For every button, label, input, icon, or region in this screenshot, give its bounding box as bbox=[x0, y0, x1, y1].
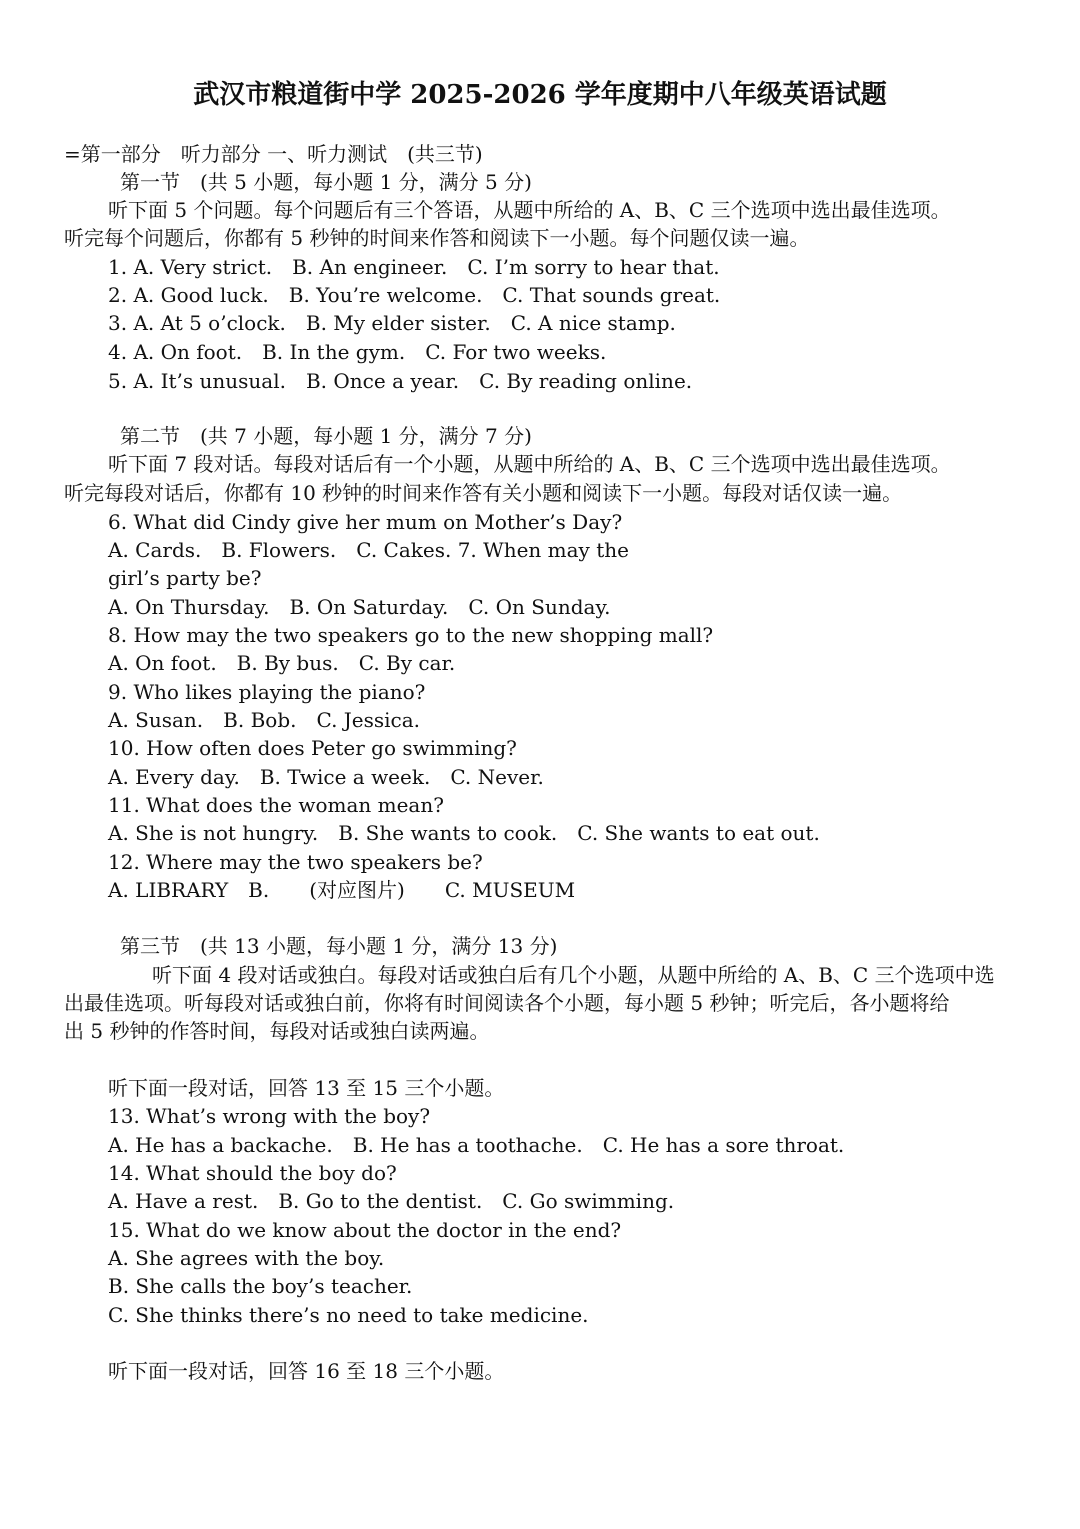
question-15: 15. What do we know about the doctor in the end? bbox=[108, 1218, 622, 1242]
section-two-instruction-2: 听完每段对话后，你都有 10 秒钟的时间来作答有关小题和阅读下一小题。每段对话仅读一遍。 bbox=[64, 481, 903, 505]
question-15-option-b: B. She calls the boy’s teacher. bbox=[108, 1274, 413, 1298]
question-13-options: A. He has a backache. B. He has a toothache. C. He has a sore throat. bbox=[108, 1133, 845, 1157]
question-1: 1. A. Very strict. B. An engineer. C. I’m sorry to hear that. bbox=[108, 255, 720, 279]
section-one-heading: 第一节 (共 5 小题，每小题 1 分，满分 5 分) bbox=[120, 170, 532, 194]
question-9: 9. Who likes playing the piano? bbox=[108, 680, 426, 704]
question-8-options: A. On foot. B. By bus. C. By car. bbox=[108, 651, 456, 675]
question-6-options: A. Cards. B. Flowers. C. Cakes. 7. When may the bbox=[108, 538, 629, 562]
part-one-heading: =第一部分 听力部分 一、听力测试 (共三节) bbox=[64, 142, 483, 166]
question-13: 13. What’s wrong with the boy? bbox=[108, 1104, 431, 1128]
question-6: 6. What did Cindy give her mum on Mother’s Day? bbox=[108, 510, 623, 534]
question-14: 14. What should the boy do? bbox=[108, 1161, 397, 1185]
question-15-option-a: A. She agrees with the boy. bbox=[108, 1246, 385, 1270]
question-12: 12. Where may the two speakers be? bbox=[108, 850, 483, 874]
question-2: 2. A. Good luck. B. You’re welcome. C. That sounds great. bbox=[108, 283, 721, 307]
question-8: 8. How may the two speakers go to the new shopping mall? bbox=[108, 623, 714, 647]
dialog-intro-13-15: 听下面一段对话，回答 13 至 15 三个小题。 bbox=[108, 1076, 505, 1100]
section-three-instruction-2: 出最佳选项。听每段对话或独白前，你将有时间阅读各个小题，每小题 5 秒钟；听完后，各小题将给 bbox=[64, 991, 950, 1015]
exam-title: 武汉市粮道街中学 2025-2026 学年度期中八年级英语试题 bbox=[193, 80, 887, 110]
question-3: 3. A. At 5 o’clock. B. My elder sister. C. A nice stamp. bbox=[108, 311, 676, 335]
question-10: 10. How often does Peter go swimming? bbox=[108, 736, 517, 760]
question-10-options: A. Every day. B. Twice a week. C. Never. bbox=[108, 765, 544, 789]
section-one-instruction-1: 听下面 5 个问题。每个问题后有三个答语，从题中所给的 A、B、C 三个选项中选出最佳选项。 bbox=[108, 198, 951, 222]
section-two-instruction-1: 听下面 7 段对话。每段对话后有一个小题，从题中所给的 A、B、C 三个选项中选出最佳选项。 bbox=[108, 452, 951, 476]
question-15-option-c: C. She thinks there’s no need to take medicine. bbox=[108, 1303, 589, 1327]
question-11: 11. What does the woman mean? bbox=[108, 793, 444, 817]
section-three-instruction-1: 听下面 4 段对话或独白。每段对话或独白后有几个小题，从题中所给的 A、B、C 三个选项中选 bbox=[152, 963, 995, 987]
section-three-heading: 第三节 (共 13 小题，每小题 1 分，满分 13 分) bbox=[120, 934, 558, 958]
dialog-intro-16-18: 听下面一段对话，回答 16 至 18 三个小题。 bbox=[108, 1359, 505, 1383]
question-11-options: A. She is not hungry. B. She wants to cook. C. She wants to eat out. bbox=[108, 821, 820, 845]
question-5: 5. A. It’s unusual. B. Once a year. C. By reading online. bbox=[108, 369, 693, 393]
question-14-options: A. Have a rest. B. Go to the dentist. C. Go swimming. bbox=[108, 1189, 675, 1213]
section-one-instruction-2: 听完每个问题后，你都有 5 秒钟的时间来作答和阅读下一小题。每个问题仅读一遍。 bbox=[64, 226, 810, 250]
question-9-options: A. Susan. B. Bob. C. Jessica. bbox=[108, 708, 421, 732]
section-three-instruction-3: 出 5 秒钟的作答时间，每段对话或独白读两遍。 bbox=[64, 1019, 490, 1043]
question-7-options: A. On Thursday. B. On Saturday. C. On Sunday. bbox=[108, 595, 611, 619]
question-4: 4. A. On foot. B. In the gym. C. For two weeks. bbox=[108, 340, 607, 364]
question-7: girl’s party be? bbox=[108, 566, 262, 590]
question-12-options: A. LIBRARY B. (对应图片) C. MUSEUM bbox=[108, 878, 576, 902]
section-two-heading: 第二节 (共 7 小题，每小题 1 分，满分 7 分) bbox=[120, 424, 532, 448]
